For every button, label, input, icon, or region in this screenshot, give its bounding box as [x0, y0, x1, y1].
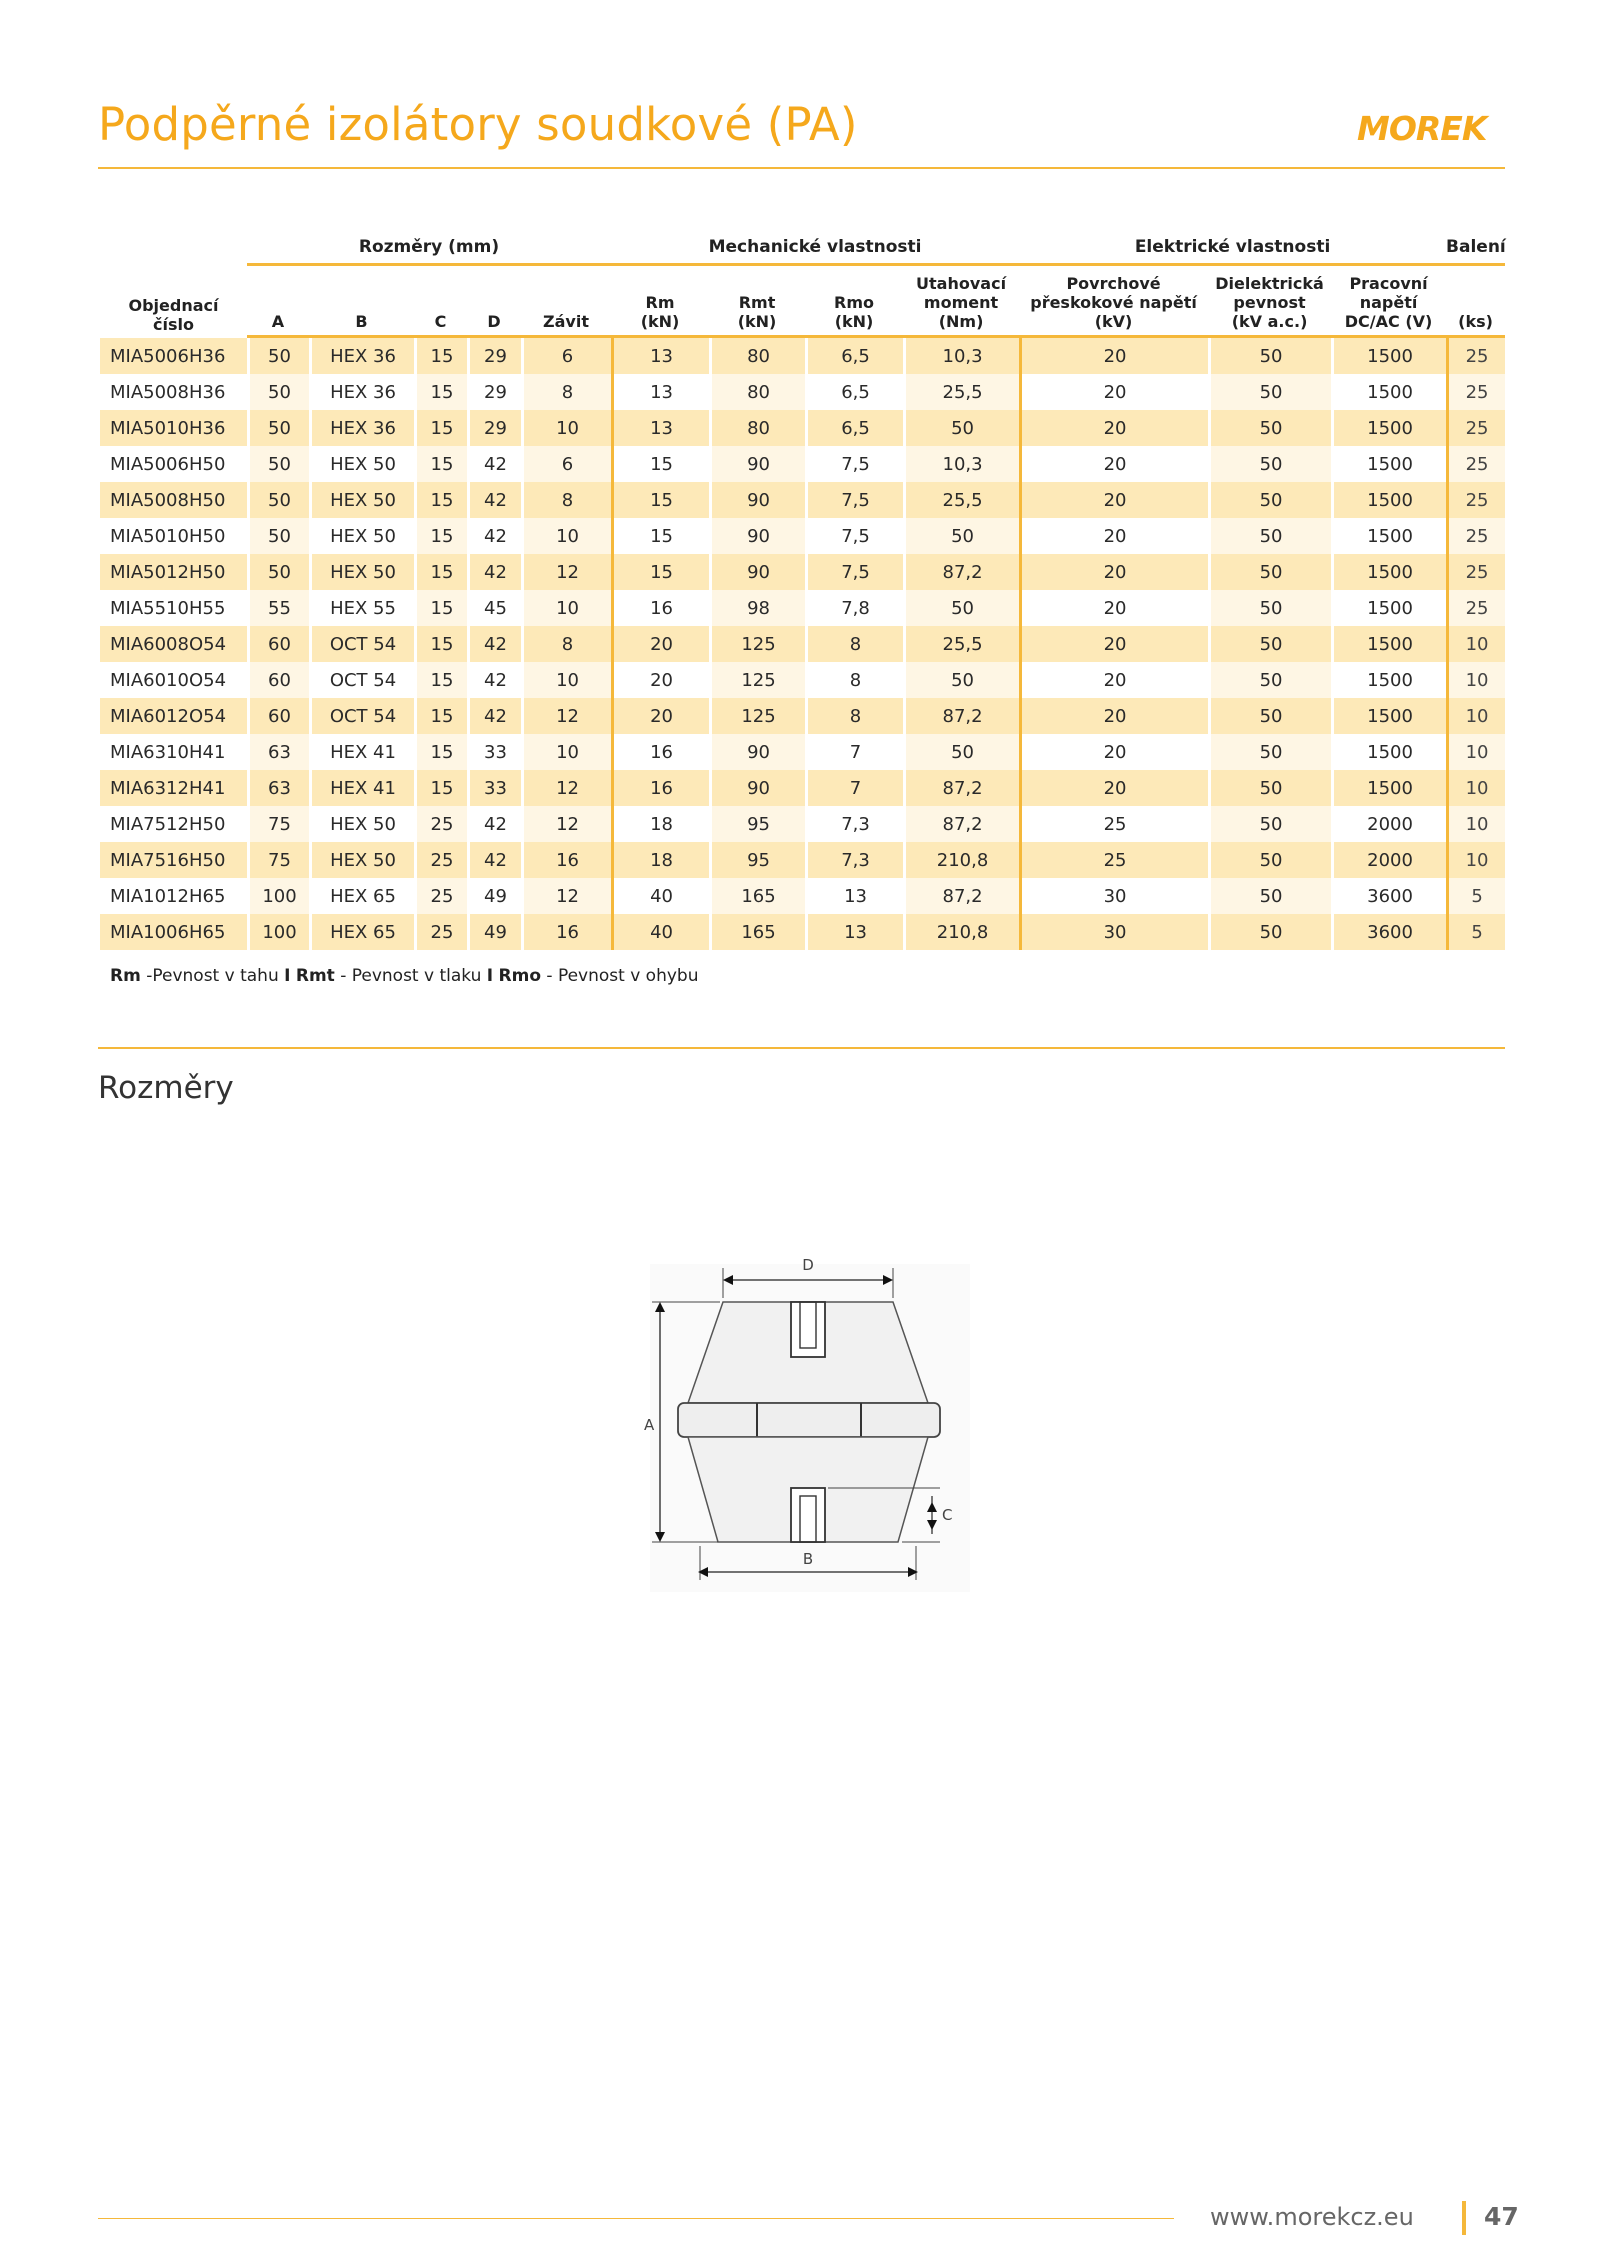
table-cell: 75 — [247, 842, 309, 878]
table-cell: 16 — [611, 734, 709, 770]
table-cell: 10 — [521, 734, 611, 770]
table-cell: 6 — [521, 446, 611, 482]
table-cell: HEX 50 — [309, 518, 414, 554]
table-cell: 125 — [709, 698, 805, 734]
table-cell: 2000 — [1331, 806, 1446, 842]
table-cell: OCT 54 — [309, 662, 414, 698]
table-cell: 10 — [1446, 626, 1505, 662]
col-c: C — [414, 266, 467, 338]
table-cell: 75 — [247, 806, 309, 842]
table-cell: 25 — [1019, 806, 1208, 842]
table-cell: 8 — [521, 374, 611, 410]
table-cell: 165 — [709, 914, 805, 950]
table-cell: 7,5 — [805, 554, 903, 590]
table-cell: 1500 — [1331, 734, 1446, 770]
morek-logo — [1355, 108, 1505, 148]
table-cell: 20 — [1019, 590, 1208, 626]
table-cell: 10 — [1446, 662, 1505, 698]
table-row — [100, 698, 1505, 734]
table-cell: 15 — [414, 698, 467, 734]
table-cell: 15 — [414, 662, 467, 698]
order-number-cell: MIA6008O54 — [100, 626, 247, 662]
group-dimensions: Rozměry (mm) — [247, 232, 611, 266]
table-cell: 50 — [1208, 842, 1331, 878]
table-cell: 7 — [805, 734, 903, 770]
table-cell: 1500 — [1331, 374, 1446, 410]
page-number: 47 — [1484, 2202, 1519, 2231]
table-cell: 50 — [1208, 518, 1331, 554]
section-title: Rozměry — [98, 1070, 234, 1106]
table-cell: 50 — [1208, 770, 1331, 806]
table-cell: 20 — [1019, 410, 1208, 446]
col-order: Objednací číslo — [128, 296, 219, 334]
table-cell: 13 — [611, 338, 709, 374]
table-cell: 20 — [1019, 734, 1208, 770]
table-cell: 25 — [414, 914, 467, 950]
table-cell: 49 — [467, 878, 521, 914]
table-row — [100, 626, 1505, 662]
table-cell: 50 — [1208, 662, 1331, 698]
table-footnote: Rm -Pevnost v tahu I Rmt - Pevnost v tlaku I Rmo - Pevnost v ohybu — [110, 966, 699, 986]
table-cell: 87,2 — [903, 698, 1019, 734]
table-row — [100, 482, 1505, 518]
table-cell: 10 — [1446, 842, 1505, 878]
table-cell: 25 — [414, 806, 467, 842]
table-cell: 1500 — [1331, 554, 1446, 590]
table-row — [100, 842, 1505, 878]
table-cell: 1500 — [1331, 662, 1446, 698]
table-cell: 29 — [467, 374, 521, 410]
table-cell: 15 — [414, 770, 467, 806]
table-cell: 10,3 — [903, 446, 1019, 482]
table-cell: 90 — [709, 734, 805, 770]
table-cell: 42 — [467, 662, 521, 698]
col-rmt: Rmt (kN) — [709, 266, 805, 338]
order-number-cell: MIA5012H50 — [100, 554, 247, 590]
table-cell: 60 — [247, 698, 309, 734]
table-cell: 25 — [1446, 518, 1505, 554]
dim-a-label: A — [644, 1416, 655, 1434]
table-cell: 50 — [247, 374, 309, 410]
table-cell: 29 — [467, 410, 521, 446]
table-cell: 95 — [709, 806, 805, 842]
table-cell: 49 — [467, 914, 521, 950]
table-cell: 2000 — [1331, 842, 1446, 878]
table-cell: 10 — [1446, 770, 1505, 806]
table-cell: 8 — [521, 626, 611, 662]
table-cell: 12 — [521, 806, 611, 842]
table-cell: 210,8 — [903, 914, 1019, 950]
table-cell: 20 — [611, 626, 709, 662]
table-cell: 25 — [414, 878, 467, 914]
table-cell: 25 — [414, 842, 467, 878]
table-cell: 87,2 — [903, 770, 1019, 806]
table-cell: 30 — [1019, 878, 1208, 914]
table-cell: HEX 55 — [309, 590, 414, 626]
table-row — [100, 410, 1505, 446]
col-d: D — [467, 266, 521, 338]
col-b: B — [309, 266, 414, 338]
table-cell: 20 — [1019, 698, 1208, 734]
table-cell: 20 — [1019, 338, 1208, 374]
table-cell: 50 — [1208, 698, 1331, 734]
table-row — [100, 806, 1505, 842]
table-cell: 7,5 — [805, 446, 903, 482]
table-cell: 1500 — [1331, 338, 1446, 374]
table-cell: 25,5 — [903, 482, 1019, 518]
table-cell: 10 — [1446, 734, 1505, 770]
table-cell: 33 — [467, 770, 521, 806]
table-row — [100, 554, 1505, 590]
spec-table — [100, 232, 1505, 950]
table-cell: 25 — [1446, 590, 1505, 626]
table-cell: 25 — [1446, 482, 1505, 518]
table-cell: HEX 36 — [309, 338, 414, 374]
table-cell: 80 — [709, 410, 805, 446]
table-cell: 16 — [521, 842, 611, 878]
table-cell: 15 — [414, 338, 467, 374]
dim-d-label: D — [802, 1256, 814, 1274]
table-cell: 10 — [1446, 806, 1505, 842]
group-electrical: Elektrické vlastnosti — [1019, 232, 1446, 266]
table-cell: 7,5 — [805, 482, 903, 518]
table-cell: 55 — [247, 590, 309, 626]
table-cell: 45 — [467, 590, 521, 626]
group-mechanical: Mechanické vlastnosti — [611, 232, 1019, 266]
table-row — [100, 770, 1505, 806]
table-cell: 20 — [1019, 446, 1208, 482]
table-cell: 25 — [1446, 554, 1505, 590]
table-cell: 40 — [611, 914, 709, 950]
col-pcs: (ks) — [1446, 266, 1505, 338]
table-cell: 13 — [805, 914, 903, 950]
table-cell: HEX 50 — [309, 806, 414, 842]
table-cell: HEX 50 — [309, 842, 414, 878]
spec-table-body — [100, 338, 1505, 950]
table-cell: 1500 — [1331, 518, 1446, 554]
table-cell: 20 — [1019, 770, 1208, 806]
order-number-cell: MIA5008H50 — [100, 482, 247, 518]
table-cell: 16 — [611, 770, 709, 806]
table-cell: 20 — [1019, 662, 1208, 698]
table-cell: HEX 41 — [309, 770, 414, 806]
table-cell: HEX 50 — [309, 446, 414, 482]
table-cell: 3600 — [1331, 914, 1446, 950]
middle-band — [678, 1403, 940, 1437]
table-cell: 50 — [1208, 914, 1331, 950]
table-cell: 25 — [1446, 338, 1505, 374]
table-cell: 1500 — [1331, 590, 1446, 626]
table-row — [100, 914, 1505, 950]
col-rmo: Rmo (kN) — [805, 266, 903, 338]
order-number-cell: MIA7512H50 — [100, 806, 247, 842]
table-cell: 50 — [1208, 338, 1331, 374]
table-cell: 3600 — [1331, 878, 1446, 914]
table-cell: 8 — [805, 662, 903, 698]
table-cell: 1500 — [1331, 482, 1446, 518]
table-cell: 15 — [414, 410, 467, 446]
table-cell: 12 — [521, 698, 611, 734]
table-cell: 10 — [521, 662, 611, 698]
table-cell: 90 — [709, 518, 805, 554]
table-cell: 6,5 — [805, 374, 903, 410]
table-cell: 42 — [467, 806, 521, 842]
table-cell: 20 — [1019, 626, 1208, 662]
top-thread-slot — [791, 1302, 825, 1357]
order-number-cell: MIA6310H41 — [100, 734, 247, 770]
table-cell: 60 — [247, 662, 309, 698]
table-cell: 50 — [247, 338, 309, 374]
table-cell: 50 — [903, 662, 1019, 698]
table-cell: 98 — [709, 590, 805, 626]
table-row — [100, 374, 1505, 410]
table-cell: 5 — [1446, 914, 1505, 950]
table-row — [100, 734, 1505, 770]
table-cell: 20 — [611, 698, 709, 734]
order-number-cell: MIA6312H41 — [100, 770, 247, 806]
table-cell: 125 — [709, 626, 805, 662]
table-cell: 50 — [247, 446, 309, 482]
table-cell: 7,8 — [805, 590, 903, 626]
table-cell: 16 — [521, 914, 611, 950]
table-cell: 42 — [467, 482, 521, 518]
table-cell: 8 — [521, 482, 611, 518]
table-cell: HEX 50 — [309, 482, 414, 518]
table-cell: 7,3 — [805, 842, 903, 878]
table-cell: 50 — [1208, 446, 1331, 482]
table-cell: 25,5 — [903, 626, 1019, 662]
col-thread: Závit — [521, 266, 611, 338]
table-row — [100, 662, 1505, 698]
table-row — [100, 590, 1505, 626]
table-cell: HEX 65 — [309, 914, 414, 950]
insulator-dimension-drawing — [640, 1240, 980, 1600]
table-cell: 7,3 — [805, 806, 903, 842]
table-cell: 50 — [1208, 806, 1331, 842]
order-number-cell: MIA5010H50 — [100, 518, 247, 554]
table-cell: 15 — [414, 482, 467, 518]
order-number-cell: MIA7516H50 — [100, 842, 247, 878]
table-cell: 210,8 — [903, 842, 1019, 878]
table-cell: 1500 — [1331, 698, 1446, 734]
table-cell: 1500 — [1331, 770, 1446, 806]
table-cell: 90 — [709, 446, 805, 482]
table-cell: 12 — [521, 878, 611, 914]
table-cell: 50 — [1208, 734, 1331, 770]
dim-b-label: B — [802, 1550, 814, 1568]
table-cell: 29 — [467, 338, 521, 374]
table-cell: 87,2 — [903, 554, 1019, 590]
table-cell: 25,5 — [903, 374, 1019, 410]
table-cell: 20 — [1019, 374, 1208, 410]
table-cell: 50 — [1208, 626, 1331, 662]
order-number-cell: MIA5008H36 — [100, 374, 247, 410]
table-cell: 15 — [414, 518, 467, 554]
header-rule — [98, 167, 1505, 169]
table-cell: 13 — [805, 878, 903, 914]
table-cell: 8 — [805, 626, 903, 662]
table-cell: 42 — [467, 554, 521, 590]
table-cell: 15 — [414, 626, 467, 662]
logo-text: MOREK — [1357, 109, 1487, 148]
table-cell: HEX 41 — [309, 734, 414, 770]
table-cell: 100 — [247, 878, 309, 914]
table-cell: 63 — [247, 770, 309, 806]
table-cell: 10 — [521, 410, 611, 446]
order-number-cell: MIA5010H36 — [100, 410, 247, 446]
col-working: Pracovní napětí DC/AC (V) — [1331, 266, 1446, 338]
col-flashover: Povrchové přeskokové napětí (kV) — [1019, 266, 1208, 338]
col-a: A — [247, 266, 309, 338]
table-cell: 20 — [1019, 554, 1208, 590]
table-cell: 50 — [247, 554, 309, 590]
table-cell: 90 — [709, 482, 805, 518]
section-rule — [98, 1047, 1505, 1049]
table-cell: 15 — [414, 446, 467, 482]
table-cell: 50 — [903, 410, 1019, 446]
table-cell: 50 — [247, 482, 309, 518]
table-cell: 165 — [709, 878, 805, 914]
table-cell: 50 — [1208, 482, 1331, 518]
table-cell: OCT 54 — [309, 698, 414, 734]
table-cell: 40 — [611, 878, 709, 914]
table-cell: 15 — [611, 446, 709, 482]
table-cell: 12 — [521, 770, 611, 806]
table-cell: 20 — [611, 662, 709, 698]
table-cell: 25 — [1446, 374, 1505, 410]
table-cell: 6,5 — [805, 338, 903, 374]
table-cell: 42 — [467, 626, 521, 662]
footer-url[interactable]: www.morekcz.eu — [1210, 2203, 1414, 2231]
table-cell: 13 — [611, 410, 709, 446]
col-dielectric: Dielektrická pevnost (kV a.c.) — [1208, 266, 1331, 338]
table-row — [100, 446, 1505, 482]
table-cell: 50 — [247, 518, 309, 554]
table-cell: 90 — [709, 770, 805, 806]
table-cell: HEX 65 — [309, 878, 414, 914]
table-cell: 18 — [611, 842, 709, 878]
order-number-cell: MIA5510H55 — [100, 590, 247, 626]
table-cell: 60 — [247, 626, 309, 662]
order-number-cell: MIA6010O54 — [100, 662, 247, 698]
table-cell: 25 — [1446, 446, 1505, 482]
table-cell: 6,5 — [805, 410, 903, 446]
table-cell: 25 — [1446, 410, 1505, 446]
table-cell: 125 — [709, 662, 805, 698]
dim-c-label: C — [942, 1506, 953, 1524]
table-cell: 42 — [467, 446, 521, 482]
table-cell: 15 — [414, 734, 467, 770]
footer-rule — [98, 2218, 1174, 2219]
table-cell: 50 — [1208, 554, 1331, 590]
table-row — [100, 518, 1505, 554]
table-cell: 50 — [1208, 878, 1331, 914]
table-cell: 100 — [247, 914, 309, 950]
table-cell: 20 — [1019, 482, 1208, 518]
table-cell: 50 — [1208, 374, 1331, 410]
table-cell: 80 — [709, 374, 805, 410]
table-cell: 42 — [467, 698, 521, 734]
order-number-cell: MIA1012H65 — [100, 878, 247, 914]
order-number-cell: MIA6012O54 — [100, 698, 247, 734]
table-cell: 1500 — [1331, 626, 1446, 662]
order-number-cell: MIA5006H50 — [100, 446, 247, 482]
col-torque: Utahovací moment (Nm) — [903, 266, 1019, 338]
table-cell: 42 — [467, 518, 521, 554]
table-cell: 15 — [611, 554, 709, 590]
table-cell: 5 — [1446, 878, 1505, 914]
table-cell: 15 — [611, 518, 709, 554]
table-cell: 50 — [903, 590, 1019, 626]
table-cell: HEX 36 — [309, 410, 414, 446]
table-cell: 33 — [467, 734, 521, 770]
table-cell: 15 — [414, 374, 467, 410]
table-cell: HEX 50 — [309, 554, 414, 590]
table-cell: 1500 — [1331, 410, 1446, 446]
table-cell: 25 — [1019, 842, 1208, 878]
table-cell: 16 — [611, 590, 709, 626]
table-cell: 63 — [247, 734, 309, 770]
table-cell: 95 — [709, 842, 805, 878]
table-cell: 50 — [1208, 590, 1331, 626]
table-cell: 18 — [611, 806, 709, 842]
table-cell: 30 — [1019, 914, 1208, 950]
table-cell: 15 — [414, 554, 467, 590]
table-cell: 7 — [805, 770, 903, 806]
table-cell: 50 — [903, 518, 1019, 554]
table-cell: 12 — [521, 554, 611, 590]
table-cell: 90 — [709, 554, 805, 590]
table-cell: 87,2 — [903, 878, 1019, 914]
table-row — [100, 338, 1505, 374]
table-cell: 6 — [521, 338, 611, 374]
table-cell: 13 — [611, 374, 709, 410]
group-packing: Balení — [1446, 232, 1505, 266]
table-cell: 50 — [247, 410, 309, 446]
table-cell: 10 — [521, 590, 611, 626]
table-cell: 1500 — [1331, 446, 1446, 482]
table-cell: 10 — [1446, 698, 1505, 734]
table-row — [100, 878, 1505, 914]
table-cell: 50 — [1208, 410, 1331, 446]
table-cell: HEX 36 — [309, 374, 414, 410]
table-cell: 7,5 — [805, 518, 903, 554]
table-cell: 50 — [903, 734, 1019, 770]
table-cell: 10,3 — [903, 338, 1019, 374]
table-cell: 20 — [1019, 518, 1208, 554]
table-cell: 15 — [611, 482, 709, 518]
table-cell: 15 — [414, 590, 467, 626]
col-rm: Rm (kN) — [611, 266, 709, 338]
table-cell: OCT 54 — [309, 626, 414, 662]
table-cell: 87,2 — [903, 806, 1019, 842]
table-cell: 80 — [709, 338, 805, 374]
table-cell: 10 — [521, 518, 611, 554]
table-cell: 42 — [467, 842, 521, 878]
footer-divider — [1462, 2201, 1466, 2235]
table-cell: 8 — [805, 698, 903, 734]
page-title: Podpěrné izolátory soudkové (PA) — [98, 98, 858, 151]
order-number-cell: MIA5006H36 — [100, 338, 247, 374]
order-number-cell: MIA1006H65 — [100, 914, 247, 950]
